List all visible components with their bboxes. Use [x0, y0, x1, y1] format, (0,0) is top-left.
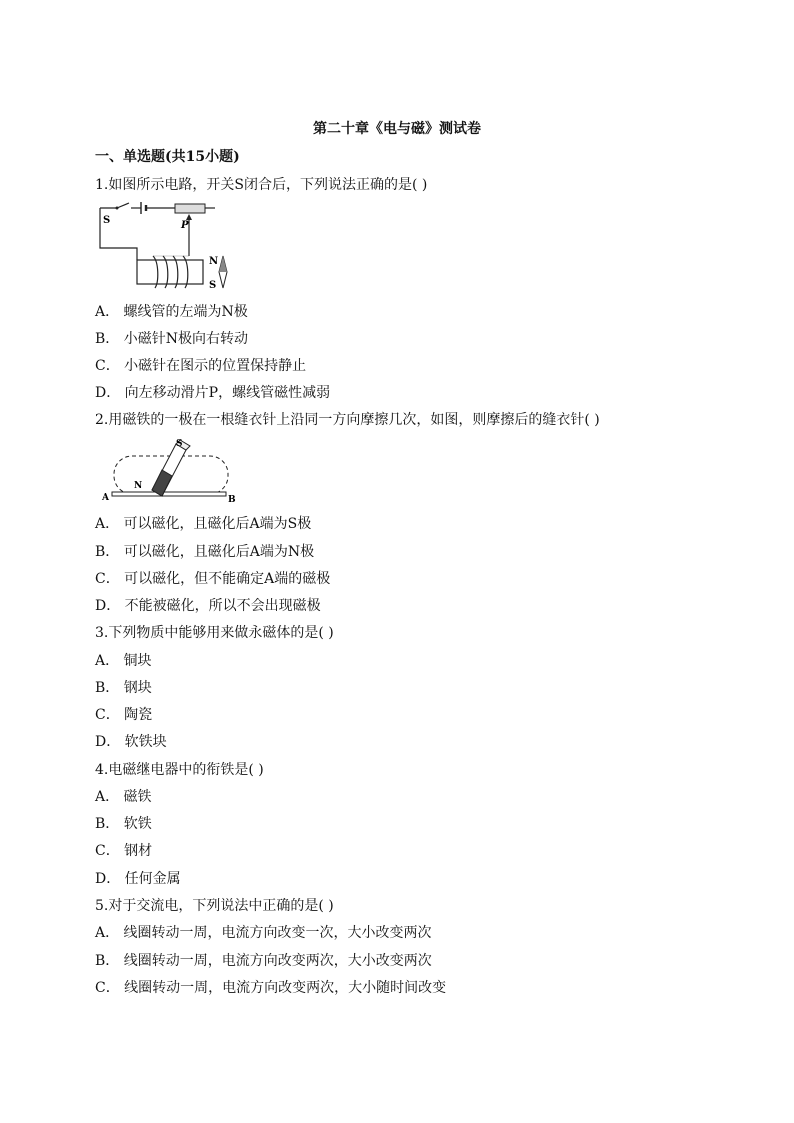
section-heading: 一、单选题(共15小题)	[95, 149, 240, 165]
question-4-option-d: D． 任何金属	[95, 871, 181, 887]
page-title: 第二十章《电与磁》测试卷	[313, 121, 481, 137]
label-n: N	[209, 256, 219, 267]
question-1-option-d: D． 向左移动滑片P，螺线管磁性减弱	[95, 385, 331, 401]
label-magnet-n: N	[134, 481, 143, 491]
solenoid-circuit-figure	[95, 200, 245, 292]
question-2-option-d: D． 不能被磁化，所以不会出现磁极	[95, 598, 321, 614]
label-magnet-s: S	[176, 439, 183, 449]
question-3-stem: 3.下列物质中能够用来做永磁体的是( )	[95, 625, 334, 641]
label-needle-b: B	[228, 495, 236, 505]
question-4-option-c: C． 钢材	[95, 843, 153, 859]
label-s: S	[103, 215, 111, 226]
question-2-option-c: C． 可以磁化，但不能确定A端的磁极	[95, 571, 331, 587]
question-5-option-b: B． 线圈转动一周，电流方向改变两次，大小改变两次	[95, 953, 432, 969]
question-1-stem: 1.如图所示电路，开关S闭合后，下列说法正确的是( )	[95, 177, 428, 193]
question-3-option-c: C． 陶瓷	[95, 707, 153, 723]
question-1-option-b: B． 小磁针N极向右转动	[95, 331, 248, 347]
question-3-option-d: D． 软铁块	[95, 734, 167, 750]
question-1-option-c: C． 小磁针在图示的位置保持静止	[95, 358, 307, 374]
question-2-stem: 2.用磁铁的一极在一根缝衣针上沿同一方向摩擦几次，如图，则摩擦后的缝衣针( )	[95, 412, 600, 428]
question-5-option-c: C． 线圈转动一周，电流方向改变两次，大小随时间改变	[95, 980, 447, 996]
question-2-option-a: A． 可以磁化，且磁化后A端为S极	[95, 516, 312, 532]
question-4-stem: 4.电磁继电器中的衔铁是( )	[95, 762, 264, 778]
question-5-stem: 5.对于交流电，下列说法中正确的是( )	[95, 898, 334, 914]
question-1-option-a: A． 螺线管的左端为N极	[95, 304, 248, 320]
question-4-option-b: B． 软铁	[95, 816, 152, 832]
label-needle-a: A	[102, 493, 109, 503]
question-3-option-b: B． 钢块	[95, 680, 152, 696]
question-4-option-a: A． 磁铁	[95, 789, 152, 805]
magnetized-needle-figure	[100, 436, 240, 506]
label-p: P	[181, 220, 189, 231]
question-2-option-b: B． 可以磁化，且磁化后A端为N极	[95, 544, 315, 560]
question-3-option-a: A． 铜块	[95, 653, 152, 669]
question-5-option-a: A． 线圈转动一周，电流方向改变一次，大小改变两次	[95, 925, 432, 941]
label-s2: S	[209, 280, 217, 291]
